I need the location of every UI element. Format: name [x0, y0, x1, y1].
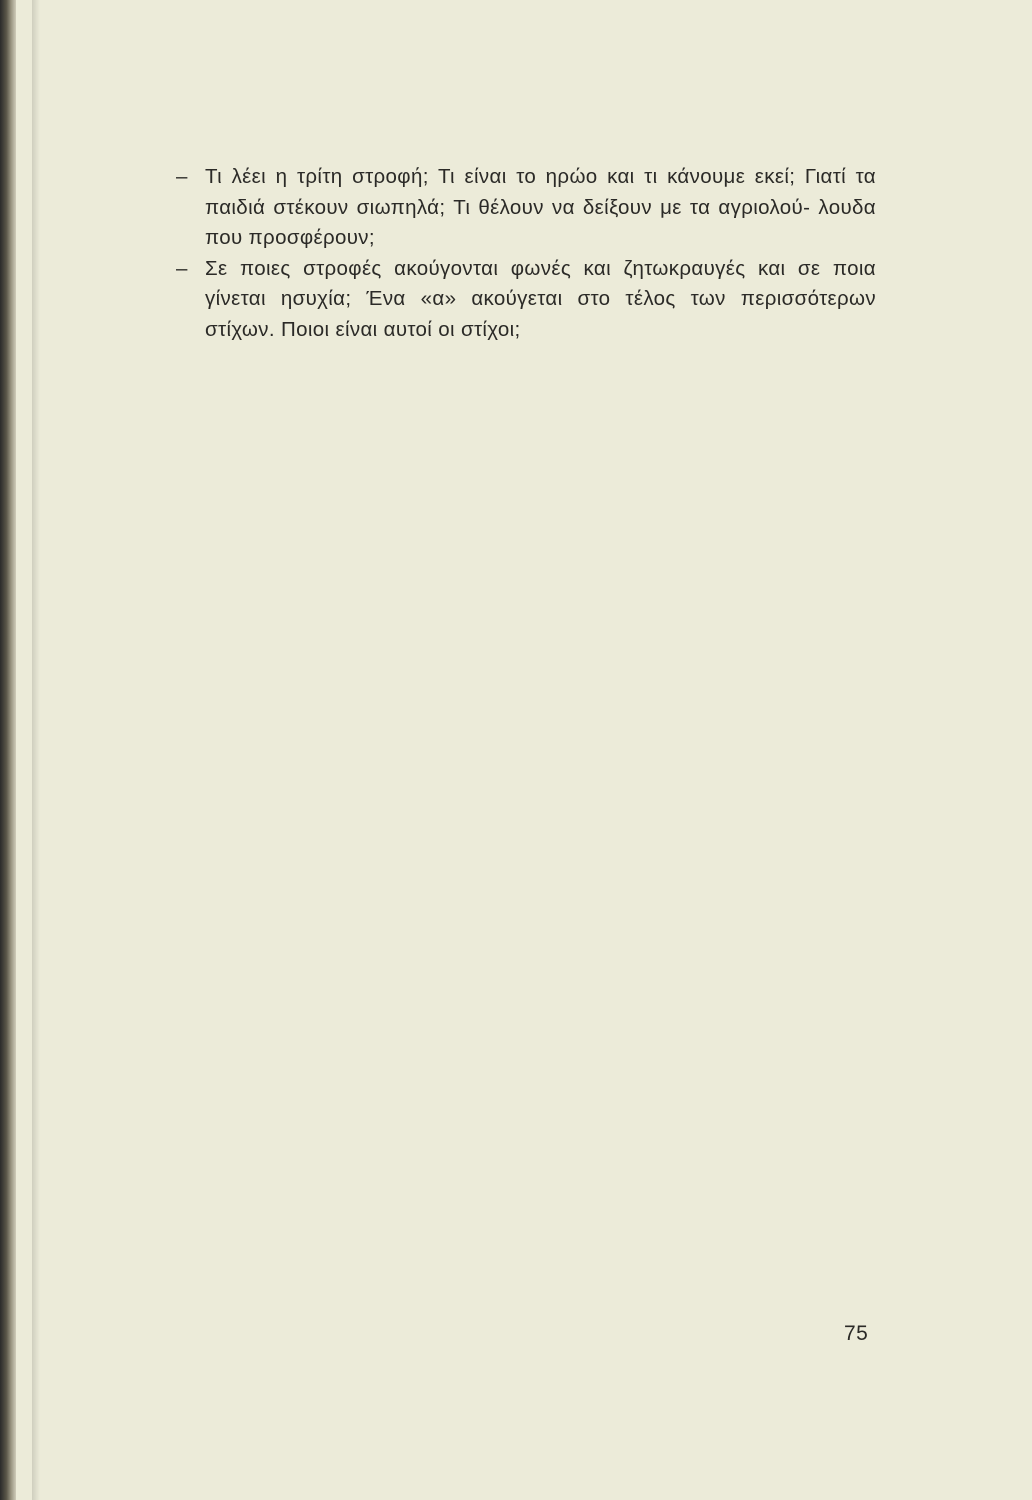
question-item: [176, 162, 876, 254]
gutter-shadow: [32, 0, 40, 1500]
book-page: [16, 0, 1032, 1500]
question-list: [176, 162, 876, 345]
bullet-dash: –: [176, 165, 188, 188]
question-item: [176, 254, 876, 346]
question-text: Σε ποιες στροφές ακούγονται φωνές και ζητωκραυγές και σε ποια γίνεται ησυχία; Ένα «α» ακούγεται στο τέλος των περισσότερων στίχων. Ποιοι είναι αυτοί οι στίχοι;: [205, 256, 876, 341]
page-number: 75: [844, 1322, 869, 1345]
book-binding-edge: [0, 0, 16, 1500]
question-text: Τι λέει η τρίτη στροφή; Τι είναι το ηρώο και τι κάνουμε εκεί; Γιατί τα παιδιά στέκουν σιωπηλά; Τι θέλουν να δείξουν με τα αγριολού- λουδα που προσφέρουν;: [205, 165, 876, 249]
bullet-dash: –: [176, 256, 188, 280]
